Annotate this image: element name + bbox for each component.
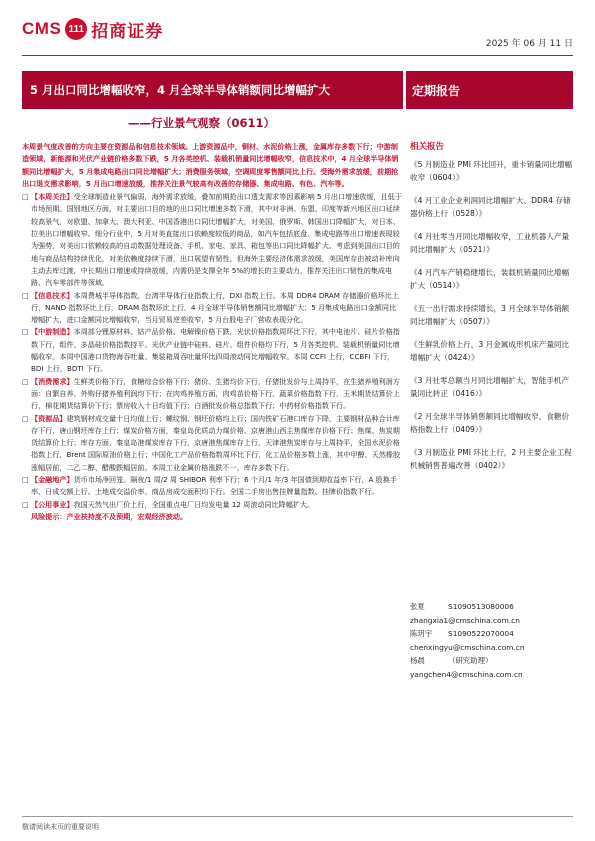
section-title: 【中游制造】 [31, 327, 74, 337]
report-type-badge: 定期报告 [406, 71, 573, 109]
analyst-row [410, 654, 573, 668]
section-item [22, 474, 402, 499]
section-title: 【公用事业】 [31, 499, 74, 509]
risk-warning: 风险提示：产业扶持度不及预期，宏观经济波动。 [31, 511, 188, 521]
square-bullet-icon: □ [22, 476, 29, 485]
header-divider [22, 55, 573, 56]
section-body: 受全球制造业景气偏弱，海外需求放缓，叠加前期抢出口透支需求等因素影响 5 月出口增速放缓，且低于市场预期。国别地区方面，对主要出口目的地的出口同比增速多数下滑，其中对非洲、东盟、印度等新兴地区出口延续较高景气，对欧盟、加拿大、澳大利亚、中国香港出口同比增幅扩大，对美国、俄罗斯、韩国出口降幅扩大，对日本、拉美出口增幅收窄。细分行业中，5 月对美直接出口依赖度较低的商品，如汽车包括底盘、集成电路等出口增速表现较为强势，对美出口依赖较高的自动数据处理设备、手机、家电、家具、箱包等出口同比降幅扩大。考虑到美国出口目的地与商品结构持续优化，对美依赖度持续下滑，出口展望有韧性，但海外主要经济体需求放缓，美国库存由被动补库向主动去库过渡，中长期出口增速或持续放缓，内需仍是支撑全年 5%的增长的主要动力，推荐关注出口韧性的集成电路、汽车零部件等领域。 [31, 192, 402, 288]
related-reports-title: 相关报告 [410, 142, 445, 152]
square-bullet-icon: □ [22, 291, 29, 300]
section-body: 货币市场净回笼。隔夜/1 周/2 周 SHIBOR 利率下行；6 个月/1 年/3 年国债到期收益率下行，A 股换手率、日成交额上行。土地成交溢价率、商品房成交面积均下行。全国二手房出售挂牌量指数、挂牌价指数下行。 [31, 475, 397, 497]
analyst-id: S1090513080006 [448, 602, 514, 611]
related-report-link[interactable]: 《4 月工业企业利润同比增幅扩大、DDR4 存储器价格上行（0528）》 [410, 195, 571, 218]
analyst-email[interactable]: chenxingyu@cmschina.com.cn [410, 642, 525, 652]
company-logo [22, 16, 163, 42]
section-title: 【信息技术】 [31, 290, 74, 300]
report-date: 2025 年 06 月 11 日 [485, 39, 573, 49]
section-body: 建筑钢材成交量十日均值上行；螺纹钢、钢坯价格均上行；国内铁矿石港口库存下降，主要钢材品种合计库存下行，唐山钢坯库存上行；煤炭价格方面，秦皇岛优质动力煤价格、京唐港山西主焦煤库存价格下行；焦煤、焦炭期货结算价上行；库存方面，秦皇岛港煤炭库存下行，京唐港焦煤库存上行，天津港焦炭库存与上周持平，全国水泥价格指数上行，Brent 国际原油价格上行；中国化工产品价格指数周环比下行，化工品价格多数上涨，其中甲醇、天然橡胶涨幅居前，二乙二醇、醋酸跌幅居前。本周工业金属价格涨跌不一，库存多数下行。 [31, 413, 401, 472]
related-reports [410, 141, 573, 482]
related-reports-list [410, 158, 573, 473]
square-bullet-icon: □ [22, 500, 29, 509]
analyst-row [410, 600, 573, 614]
related-report-link[interactable]: 《五一出行需求持续增长，3 月全球半导体销额同比增幅扩大（0507）》 [410, 303, 570, 326]
section-item [22, 413, 402, 474]
footer-divider [22, 816, 573, 817]
square-bullet-icon: □ [22, 414, 29, 423]
related-report-link[interactable]: 《4 月汽车产销稳健增长，装载机销量同比增幅扩大（0514）》 [410, 267, 570, 290]
section-body: 本周部分锂原材料、钴产品价格、电解镍价格下跌，光伏价格指数周环比下行，其中电池片、硅片价格指数下行，组件、多晶硅价格指数持平。光伏产业链中硅料、硅片、组件价格均下行，5 月各类挖机、装载机销量同比增幅收窄。本周中国港口货物海吞吐量、集装箱周吞吐量环比四周滚动同比增幅收窄。本周 CCFI 上行，CCBFI 下行，BDI 上行，BDTI 下行。 [31, 327, 400, 374]
report-title: 5 月出口同比增幅收窄，4 月全球半导体销额同比增幅扩大 [22, 71, 403, 109]
analyst-name: 陈玥宇 [410, 629, 433, 638]
footer-disclaimer: 敬请阅读末页的重要说明 [22, 823, 99, 831]
section-item [22, 499, 402, 511]
logo-badge-icon: 111 [65, 18, 87, 40]
analyst-name: 杨晨 [410, 656, 425, 665]
related-report-link[interactable]: 《3 月制造业 PMI 环比上行，2 月主要企业工程机械销售普遍改善（0402）》 [410, 447, 572, 470]
square-bullet-icon: □ [22, 377, 29, 386]
section-title: 【本周关注】 [31, 192, 74, 202]
analyst-contacts [410, 600, 573, 681]
square-bullet-icon: □ [22, 193, 29, 202]
section-title: 【消费需求】 [31, 376, 74, 386]
section-title: 【金融地产】 [31, 475, 74, 485]
related-report-link[interactable]: 《2 月全球半导体销售额同比增幅收窄，食糖价格指数上行（0409）》 [410, 411, 570, 434]
summary-paragraph: 本周景气度改善的方向主要在资源品和信息技术领域。上游资源品中，铜材、水泥价格上涨，金属库存多数下行；中游制造领域，新能源和光伏产业链价格多数下跌，5 月各类挖机、装载机销量同比增幅收窄，信息技术中，4 月全球半导体销额同比增幅扩大，5 月集成电路出口同比增幅扩大；消费服务领域，空调周度零售额同比上行。受海外需求放缓，前期抢出口退支需求影响，5 月出口增速放缓，推荐关注景气较高有改善的存储器、集成电路、有色、汽车等。 [22, 142, 399, 188]
sections-list [22, 191, 402, 511]
section-body: 我国天然气出厂价上行，全国重点电厂日均发电量 12 周滚动同比降幅扩大。 [73, 499, 315, 509]
main-content [22, 141, 402, 523]
report-subtitle: ——行业景气观察（0611） [127, 116, 275, 130]
section-item [22, 376, 402, 413]
logo-latin: CMS [22, 19, 62, 38]
section-body: 生鲜类价格下行，食糖综合价格下行；猪价、生猪均价下行，仔猪批发价与上周持平，在生猪养殖利润方面：自繁自养、外购仔猪养殖利润均下行；在肉鸡养殖方面，肉鸡苗价格下行，蔬菜价格指数下行，玉米期货结算价上行，棉花期货结算价下行；票房收入十日均值下行；白酒批发价格总指数下行；中药材价格指数下行。 [31, 376, 400, 411]
logo-chinese: 招商证券 [91, 21, 164, 42]
analyst-name: 张夏 [410, 602, 425, 611]
related-report-link[interactable]: 《5 月制造业 PMI 环比回升，重卡销量同比增幅收窄（0604）》 [410, 159, 573, 182]
analyst-id: （研究助理） [448, 656, 493, 665]
section-body: 本周费城半导体指数、台湾半导体行业指数上行，DXI 指数上行。本周 DDR4 DRAM 存储器价格环比上行，NAND 指数环比上行，DRAM 指数环比上行，4 月全球半导体销售额同比增幅扩大；5 月集成电路出口金额同比增幅扩大，进口金额同比增幅收窄，当月贸易逆差收窄，5 月台股电子厂营收表现分化。 [31, 290, 399, 325]
analyst-id: S1090522070004 [448, 629, 514, 638]
related-report-link[interactable]: 《4 月社零当月同比增幅收窄，工业机器人产量同比增幅扩大（0521）》 [410, 231, 570, 254]
section-item [22, 191, 402, 289]
related-report-link[interactable]: 《3 月社零总额当月同比增幅扩大，智能手机产量同比转正（0416）》 [410, 375, 570, 398]
analyst-email[interactable]: yangchen4@cmschina.com.cn [410, 669, 523, 679]
analyst-email[interactable]: zhangxia1@cmschina.com.cn [410, 615, 520, 625]
analyst-row [410, 627, 573, 641]
related-report-link[interactable]: 《生鲜乳价格上行，3 月金属成形机床产量同比增幅扩大（0424）》 [410, 339, 570, 362]
section-item [22, 326, 402, 375]
section-title: 【资源品】 [31, 413, 67, 423]
section-item [22, 290, 402, 327]
square-bullet-icon: □ [22, 328, 29, 337]
